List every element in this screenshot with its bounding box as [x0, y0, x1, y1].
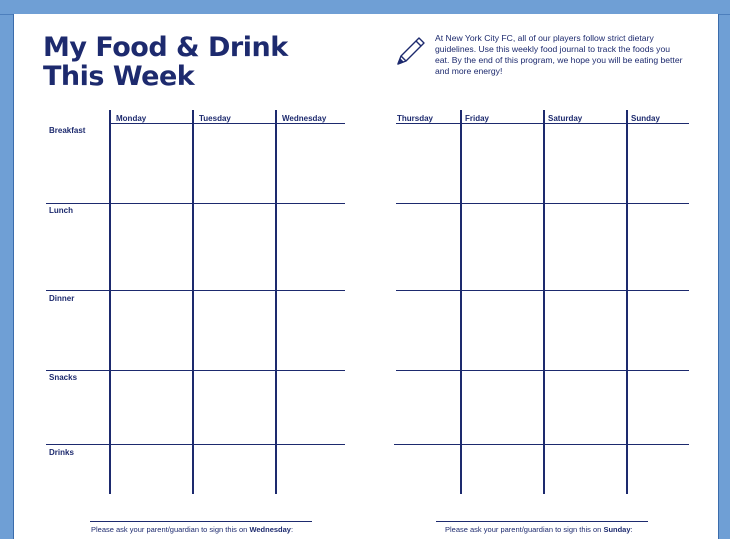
meal-label-drinks: Drinks: [49, 448, 74, 457]
table-column-line: [275, 110, 277, 494]
day-header-saturday: Saturday: [548, 114, 583, 123]
title-line-1: My Food & Drink: [43, 32, 288, 63]
pencil-icon: [394, 34, 428, 68]
page-title: [43, 33, 288, 91]
day-header-monday: Monday: [116, 114, 147, 123]
table-row-line: [46, 290, 345, 291]
meal-label-dinner: Dinner: [49, 294, 75, 303]
table-column-line: [543, 110, 545, 494]
signature-day: Wednesday: [249, 525, 291, 534]
signature-prompt-text: Please ask your parent/guardian to sign this on: [91, 525, 250, 534]
day-header-thursday: Thursday: [397, 114, 434, 123]
table-row-line: [46, 203, 345, 204]
table-row-line: [46, 444, 345, 445]
signature-line-right: [436, 521, 648, 522]
title-line-2: This Week: [43, 61, 195, 92]
meal-label-lunch: Lunch: [49, 206, 73, 215]
day-header-wednesday: Wednesday: [282, 114, 327, 123]
signature-colon: :: [290, 525, 294, 534]
journal-page: [13, 14, 719, 539]
day-header-tuesday: Tuesday: [199, 114, 231, 123]
table-column-line: [192, 110, 194, 494]
table-column-line: [626, 110, 628, 494]
signature-line-left: [90, 521, 312, 522]
signature-prompt-text: Please ask your parent/guardian to sign this on: [445, 525, 604, 534]
meal-label-breakfast: Breakfast: [49, 126, 86, 135]
table-row-line: [394, 444, 689, 445]
table-column-line: [460, 110, 462, 494]
table-column-line: [109, 110, 111, 494]
intro-text: At New York City FC, all of our players follow strict dietary guidelines. Use this weekly food journal to track the foods you eat. By the end of this program, we hope you will be eating better and more energy!: [435, 33, 683, 76]
signature-day: Sunday: [603, 525, 631, 534]
signature-prompt-right: [445, 525, 633, 534]
day-header-friday: Friday: [465, 114, 490, 123]
meal-label-snacks: Snacks: [49, 373, 78, 382]
viewer-top-bar: [0, 0, 730, 15]
table-row-line: [46, 370, 345, 371]
signature-colon: :: [630, 525, 633, 534]
signature-prompt-left: [91, 525, 293, 534]
day-header-sunday: Sunday: [631, 114, 660, 123]
